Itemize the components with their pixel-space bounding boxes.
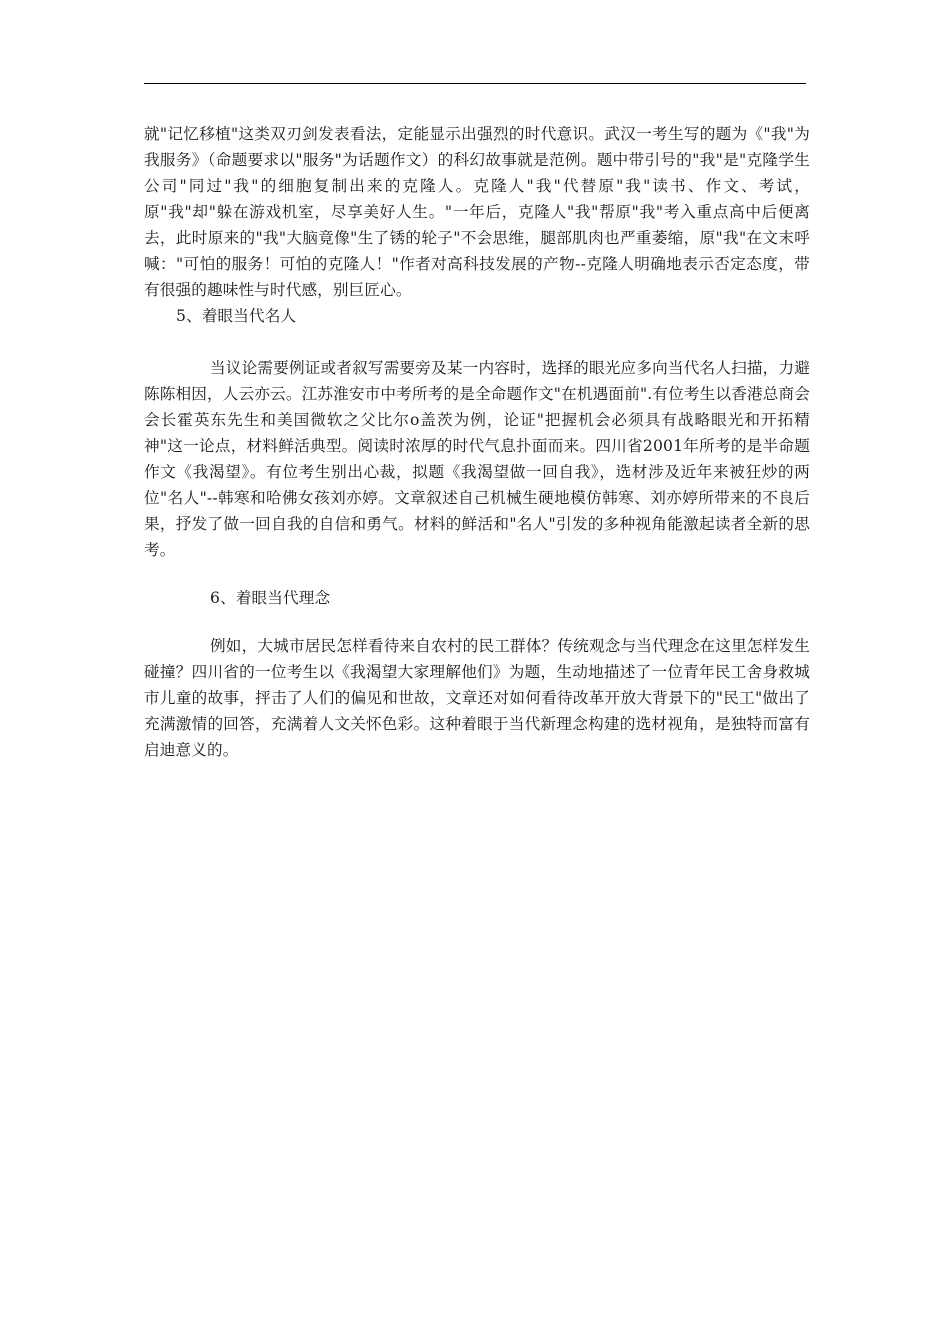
- spacer: [144, 329, 810, 355]
- spacer: [144, 563, 810, 585]
- paragraph-contemporary-celebrities: 当议论需要例证或者叙写需要旁及某一内容时，选择的眼光应多向当代名人扫描，力避陈陈相因，人云亦云。江苏淮安市中考所考的是全命题作文"在机遇面前".有位考生以香港总商会会长霍英东先生和美国微软之父比尔ο盖茨为例，论证"把握机会必须具有战略眼光和开拓精神"这一论点，材料鲜活典型。阅读时浓厚的时代气息扑面而来。四川省2001年所考的是半命题作文《我渴望》。有位考生别出心裁，拟题《我渴望做一回自我》，选材涉及近年来被狂炒的两位"名人"--韩寒和哈佛女孩刘亦婷。文章叙述自己机械生硬地模仿韩寒、刘亦婷所带来的不良后果，抒发了做一回自我的自信和勇气。材料的鲜活和"名人"引发的多种视角能激起读者全新的思考。: [144, 359, 810, 559]
- section-heading-5: 5、着眼当代名人: [176, 307, 297, 325]
- document-body: [144, 121, 810, 763]
- paragraph-contemporary-ideas: 例如，大城市居民怎样看待来自农村的民工群体？传统观念与当代理念在这里怎样发生碰撞？四川省的一位考生以《我渴望大家理解他们》为题，生动地描述了一位青年民工舍身救城市儿童的故事，抨击了人们的偏见和世故，文章还对如何看待改革开放大背景下的"民工"做出了充满激情的回答，充满着人文关怀色彩。这种着眼于当代新理念构建的选材视角，是独特而富有启迪意义的。: [144, 637, 810, 759]
- header-rule: [144, 83, 806, 84]
- section-heading-6: 6、着眼当代理念: [210, 589, 331, 607]
- spacer: [144, 611, 810, 633]
- paragraph-continued: 就"记忆移植"这类双刃剑发表看法，定能显示出强烈的时代意识。武汉一考生写的题为《"我"为我服务》（命题要求以"服务"为话题作文）的科幻故事就是范例。题中带引号的"我"是"克隆学生公司"同过"我"的细胞复制出来的克隆人。克隆人"我"代替原"我"读书、作文、考试，原"我"却"躲在游戏机室，尽享美好人生。"一年后，克隆人"我"帮原"我"考入重点高中后便离去，此时原来的"我"大脑竟像"生了锈的轮子"不会思维，腿部肌肉也严重萎缩，原"我"在文末呼喊："可怕的服务！可怕的克隆人！"作者对高科技发展的产物--克隆人明确地表示否定态度，带有很强的趣味性与时代感，别巨匠心。: [144, 125, 810, 299]
